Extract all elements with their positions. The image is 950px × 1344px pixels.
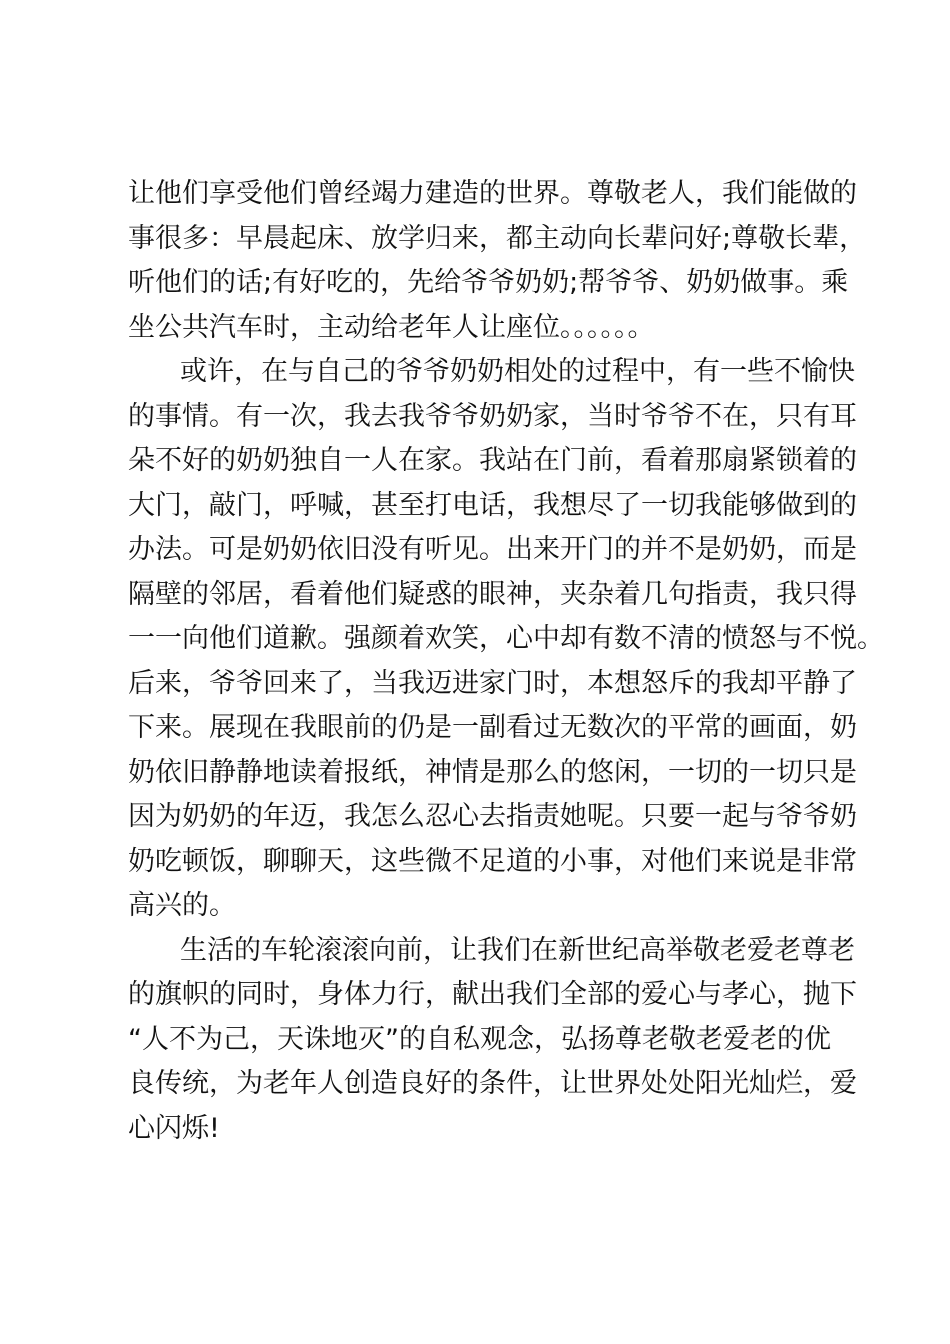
- paragraph-1: [128, 172, 867, 350]
- text-line: 奶依旧静静地读着报纸，神情是那么的悠闲，一切的一切只是: [128, 756, 857, 788]
- text-line: 让他们享受他们曾经竭力建造的世界。尊敬老人，我们能做的: [128, 178, 857, 209]
- text-line: 生活的车轮滚滚向前，让我们在新世纪高举敬老爱老尊老: [180, 934, 855, 966]
- text-line: 大门，敲门，呼喊，甚至打电话，我想尽了一切我能够做到的: [128, 489, 857, 521]
- text-line: 隔壁的邻居，看着他们疑惑的眼神，夹杂着几句指责，我只得: [128, 578, 857, 610]
- text-line: 办法。可是奶奶依旧没有听见。出来开门的并不是奶奶，而是: [128, 534, 857, 565]
- document-body: [128, 172, 884, 1151]
- text-line: 坐公共汽车时，主动给老年人让座位。。。。。。: [128, 311, 655, 343]
- paragraph-2: [128, 350, 884, 929]
- text-line: 朵不好的奶奶独自一人在家。我站在门前，看着那扇紧锁着的: [128, 445, 857, 476]
- text-line: 一一向他们道歉。强颜着欢笑，心中却有数不清的愤怒与不悦。: [128, 623, 884, 654]
- text-line: 心闪烁!: [128, 1112, 220, 1144]
- text-line: 下来。展现在我眼前的仍是一副看过无数次的平常的画面，奶: [128, 712, 857, 743]
- text-line: “人不为己，天诛地灭”的自私观念，弘扬尊老敬老爱老的优: [128, 1023, 831, 1055]
- text-line: 高兴的。: [128, 890, 236, 921]
- paragraph-3: [128, 929, 857, 1152]
- text-line: 的事情。有一次，我去我爷爷奶奶家，当时爷爷不在，只有耳: [128, 400, 857, 432]
- text-line: 的旗帜的同时，身体力行，献出我们全部的爱心与孝心，抛下: [128, 979, 857, 1010]
- text-line: 或许，在与自己的爷爷奶奶相处的过程中，有一些不愉快: [180, 356, 855, 387]
- text-line: 后来，爷爷回来了，当我迈进家门时，本想怒斥的我却平静了: [128, 667, 857, 699]
- text-line: 奶吃顿饭，聊聊天，这些微不足道的小事，对他们来说是非常: [128, 845, 857, 877]
- text-line: 因为奶奶的年迈，我怎么忍心去指责她呢。只要一起与爷爷奶: [128, 801, 857, 832]
- text-line: 听他们的话;有好吃的，先给爷爷奶奶;帮爷爷、奶奶做事。乘: [128, 267, 849, 298]
- text-line: 良传统，为老年人创造良好的条件，让世界处处阳光灿烂，爱: [128, 1068, 857, 1099]
- text-line: 事很多：早晨起床、放学归来，都主动向长辈问好;尊敬长辈，: [128, 222, 867, 254]
